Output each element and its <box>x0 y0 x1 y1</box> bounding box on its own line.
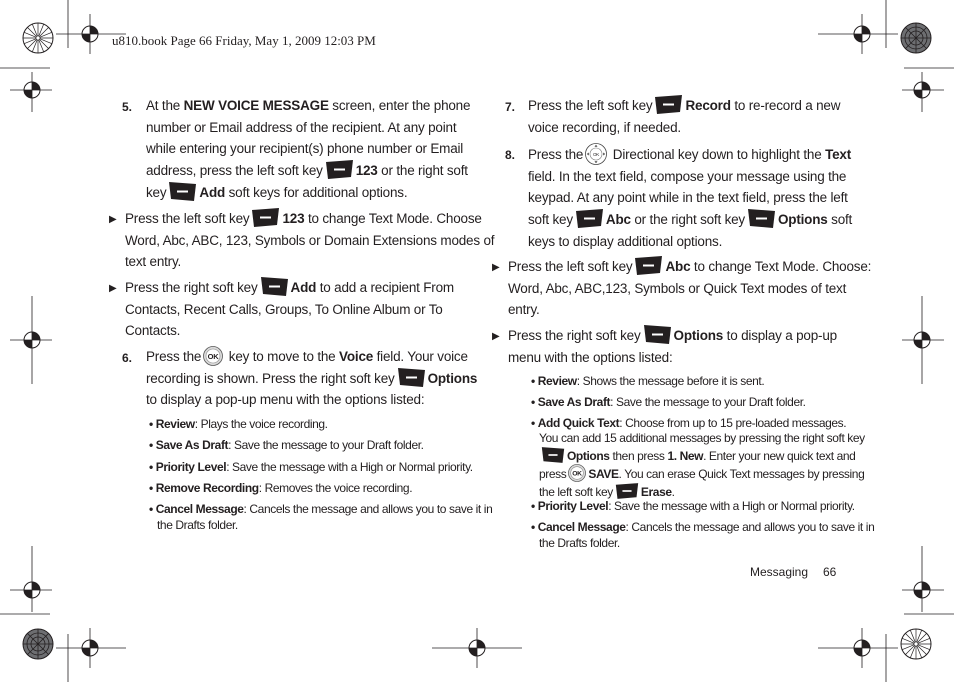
left-soft-key-icon <box>634 256 663 275</box>
left-bullet-list <box>149 416 492 533</box>
crosshair-icon <box>910 328 934 352</box>
list-item: • Cancel Message: Cancels the message and allows you to save it in the Drafts folder. <box>149 502 493 533</box>
right-soft-key-icon <box>541 447 565 463</box>
list-item: • Add Quick Text: Choose from up to 15 pre-loaded messages. You can add 15 additional messages by pressing the right soft key Options then press 1. New. Enter your new quick text and press SAVE. You can erase Quick Text messages by pressing the left soft key Erase. <box>531 415 865 499</box>
crosshair-icon <box>465 636 489 660</box>
crosshair-icon <box>20 328 44 352</box>
left-arrow-item-1: Press the left soft key 123 to change Text Mode. Choose Word, Abc, ABC, 123, Symbols or Domain Extensions modes of text entry. <box>125 208 494 273</box>
right-soft-key-icon <box>643 325 672 344</box>
left-soft-key-icon <box>575 209 604 228</box>
directional-key-icon <box>585 143 607 165</box>
list-item: • Remove Recording: Removes the voice recording. <box>149 480 413 495</box>
right-soft-key-icon <box>397 368 426 387</box>
crosshair-icon <box>850 636 874 660</box>
footer-section: Messaging <box>750 565 809 579</box>
list-item: • Review: Shows the message before it is sent. <box>531 374 765 388</box>
list-item: • Priority Level: Save the message with a High or Normal priority. <box>149 459 473 474</box>
step-number: 7. <box>505 100 516 114</box>
left-soft-key-icon <box>654 95 683 114</box>
print-header: u810.book Page 66 Friday, May 1, 2009 12:03 PM <box>112 33 376 48</box>
list-item: • Review: Plays the voice recording. <box>149 417 328 431</box>
crosshair-icon <box>78 636 102 660</box>
arrow-bullet-icon: ▶ <box>109 214 117 225</box>
crosshair-icon <box>910 78 934 102</box>
left-arrow-item-2: Press the right soft key Add to add a recipient From Contacts, Recent Calls, Groups, To Online Album or To Contacts. <box>125 277 454 342</box>
left-soft-key-icon <box>615 483 639 499</box>
crosshair-icon <box>20 78 44 102</box>
step-number: 5. <box>122 100 133 114</box>
crosshair-icon <box>850 22 874 46</box>
step-number: 6. <box>122 351 133 365</box>
crosshair-icon <box>20 578 44 602</box>
right-arrow-item-2: Press the right soft key Options to display a pop-up menu with the options listed: <box>508 325 837 368</box>
list-item: • Save As Draft: Save the message to your Draft folder. <box>149 438 424 453</box>
list-item: • Priority Level: Save the message with a High or Normal priority. <box>531 498 855 513</box>
right-soft-key-icon <box>168 182 197 201</box>
right-arrow-item-1: Press the left soft key Abc to change Text Mode. Choose: Word, Abc, ABC,123, Symbols or Quick Text modes of text entry. <box>508 256 871 321</box>
step-number: 8. <box>505 148 516 162</box>
arrow-bullet-icon: ▶ <box>109 283 117 294</box>
ok-key-icon <box>203 346 223 366</box>
right-soft-key-icon <box>747 209 776 228</box>
list-item: • Save As Draft: Save the message to your Draft folder. <box>531 395 806 410</box>
list-item: • Cancel Message: Cancels the message and allows you to save it in the Drafts folder. <box>531 519 875 550</box>
crosshair-icon <box>910 578 934 602</box>
step-8-text: Press the Directional key down to highlight the Text field. In the text field, compose your message using the keypad. At any point while in the text field, press the left soft key Abc or the right soft key Options soft keys to display additional options. <box>528 143 852 253</box>
arrow-bullet-icon: ▶ <box>492 262 500 273</box>
step-6-text: Press the key to move to the Voice field. Your voice recording is shown. Press the right soft key Options to display a pop-up menu with the options listed: <box>146 346 477 411</box>
crosshair-icon <box>78 22 102 46</box>
arrow-bullet-icon: ▶ <box>492 331 500 342</box>
step-7-text: Press the left soft key Record to re-record a new voice recording, if needed. <box>528 95 840 138</box>
ok-key-icon <box>568 464 586 482</box>
page-number: 66 <box>823 565 837 579</box>
right-soft-key-icon <box>260 277 289 296</box>
step-5-text: At the NEW VOICE MESSAGE screen, enter the phone number or Email address of the recipient. At any point while entering your recipient(s) phone number or Email address, press the left soft key 123 or the right soft key Add soft keys for additional options. <box>146 98 471 200</box>
right-bullet-list <box>531 373 874 551</box>
left-soft-key-icon <box>325 160 354 179</box>
left-soft-key-icon <box>251 208 280 227</box>
